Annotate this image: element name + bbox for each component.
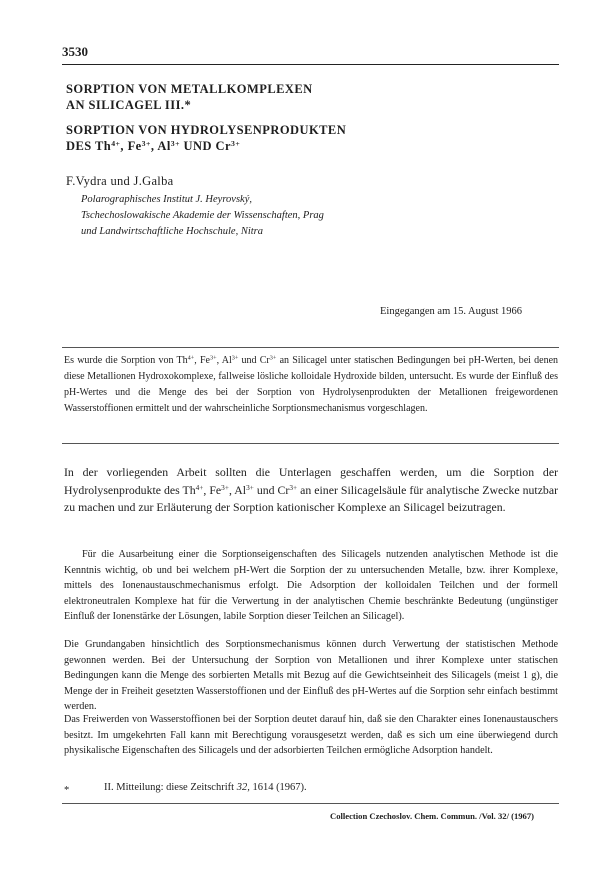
footnote-prefix: II. Mitteilung: diese Zeitschrift xyxy=(104,782,237,793)
abstract-text: und Cr xyxy=(238,355,270,366)
al-symbol: Al xyxy=(157,139,171,153)
fe-symbol: Fe xyxy=(127,139,142,153)
abstract-text: Es wurde die Sorption von Th xyxy=(64,355,188,366)
intro-text: In der vorliegenden Arbeit sollten die Unterlagen geschaffen werden, um die Sorption der Hydrolysenprodukte des Th xyxy=(64,465,558,497)
footnote-volume: 32, xyxy=(236,782,250,793)
affiliation-line-3: und Landwirtschaftliche Hochschule, Nitra xyxy=(81,226,263,237)
th-charge: 4+ xyxy=(111,138,121,148)
subtitle-line-1: SORPTION VON HYDROLYSENPRODUKTEN xyxy=(66,123,347,137)
abstract-text: an Silicagel unter statischen Bedingungen bei pH-Werten, bei denen diese Metallionen Hydroxokomplexe, fallweise lösliche kolloidale Hydroxide bilden, untersucht. Es wurde der Einfluß des pH-Wertes und die Menge des bei der Sorption von Hydrolysenprodukten der Metallionen freigewordenen Wasserstoffionen ermittelt und der wahrscheinliche Sorptionsmechanismus vorgeschlagen. xyxy=(64,355,559,415)
footnote-marker: * xyxy=(64,785,70,796)
footnote-suffix: 1614 (1967). xyxy=(249,782,307,793)
intro-text: , Fe xyxy=(203,482,222,497)
cr-symbol: Cr xyxy=(215,139,232,153)
fe-charge: 3+ xyxy=(141,138,151,148)
charge-3plus: 3+ xyxy=(221,482,229,492)
abstract-text: , Fe xyxy=(194,355,210,366)
intro-text: , Al xyxy=(228,482,247,497)
charge-4plus: 4+ xyxy=(187,354,195,362)
body-paragraph-1: Für die Ausarbeitung einer die Sorptionseigenschaften des Silicagels nutzenden analytischen Methode ist die Kenntnis wichtig, ob und bei welchem pH-Wert die Sorption der zu untersuchenden Metalle, bzw. ihrer Komplexe, mittels des Ionenaustauschmechanismus erfolgt. Die Adsorption der kolloidalen Teilchen und der formell elektroneutralen Komplexe hat für die Verwertung in der analytischen Chemie beschränkte Bedeutung (ungünstiger Einfluß der Ionenstärke der Lösungen, labile Sorption dieser Teilchen an Silicagel). xyxy=(64,549,558,622)
cr-charge: 3+ xyxy=(231,138,241,148)
charge-3plus: 3+ xyxy=(289,482,298,492)
abstract-text: , Al xyxy=(216,355,232,366)
al-charge: 3+ xyxy=(170,138,180,148)
charge-3plus: 3+ xyxy=(231,354,239,362)
charge-3plus: 3+ xyxy=(269,354,277,362)
charge-3plus: 3+ xyxy=(246,482,254,492)
header-rule xyxy=(62,64,559,65)
charge-3plus: 3+ xyxy=(209,354,217,362)
authors: F.Vydra und J.Galba xyxy=(66,174,174,188)
footnote-text xyxy=(104,782,307,793)
abstract-rule-top xyxy=(62,347,559,348)
intro-text: und Cr xyxy=(253,482,290,497)
subtitle-line-2: DES $Th^{4+}$, $Fe^{3+}$, $Al^{3+}$ UND $Cr^{3+}$ xyxy=(66,138,241,153)
body-paragraph-3: Das Freiwerden von Wasserstoffionen bei der Sorption deutet darauf hin, daß sie den Charakter eines Ionenaustauschers besitzt. Im umgekehrten Fall kann mit Berechtigung vorausgesetzt werden, daß es sich um eine überwiegend durch physikalische Eigenschaften des Silicagels und der adsorbierten Teilchen ermögliche Adsorption handelt. xyxy=(64,714,558,756)
footer-rule xyxy=(62,803,559,804)
journal-footer: Collection Czechoslov. Chem. Commun. /Vol. 32/ (1967) xyxy=(330,811,535,821)
affiliation-line-2: Tschechoslowakische Akademie der Wissenschaften, Prag xyxy=(81,210,324,221)
received-date: Eingegangen am 15. August 1966 xyxy=(380,306,523,317)
title-line-2: AN SILICAGEL III.* xyxy=(66,98,192,112)
subtitle-prefix: DES Th xyxy=(66,139,112,153)
charge-4plus: 4+ xyxy=(195,482,204,492)
body-paragraph-2: Die Grundangaben hinsichtlich des Sorptionsmechanismus können durch Verwertung der statistischen Methode gewonnen werden. Bei der Untersuchung der Sorption von Metallionen und ihrer Komplexe unter statischen Bedingungen kann die Menge des sorbierten Metalls mit Bezug auf die Gewichtseinheit des Silicagels (meist 1 g), die Menge der in Freiheit gesetzten Wasserstoffionen und der Einfluß des pH-Wertes auf die Sorption sehr einfach bestimmt werden. xyxy=(64,639,558,712)
affiliation-line-1: Polarographisches Institut J. Heyrovský, xyxy=(81,194,252,205)
page-number: 3530 xyxy=(62,44,88,59)
intro-paragraph xyxy=(64,464,558,517)
und-word: UND xyxy=(183,139,212,153)
abstract xyxy=(64,353,558,417)
title-line-1: SORPTION VON METALLKOMPLEXEN xyxy=(66,82,313,96)
intro-text: an einer Silicagelsäule für analytische Zwecke nutzbar zu machen und zur Erläuterung der Sorption kationischer Komplexe an Silicagel beizutragen. xyxy=(64,482,559,515)
abstract-rule-bottom xyxy=(62,443,559,444)
